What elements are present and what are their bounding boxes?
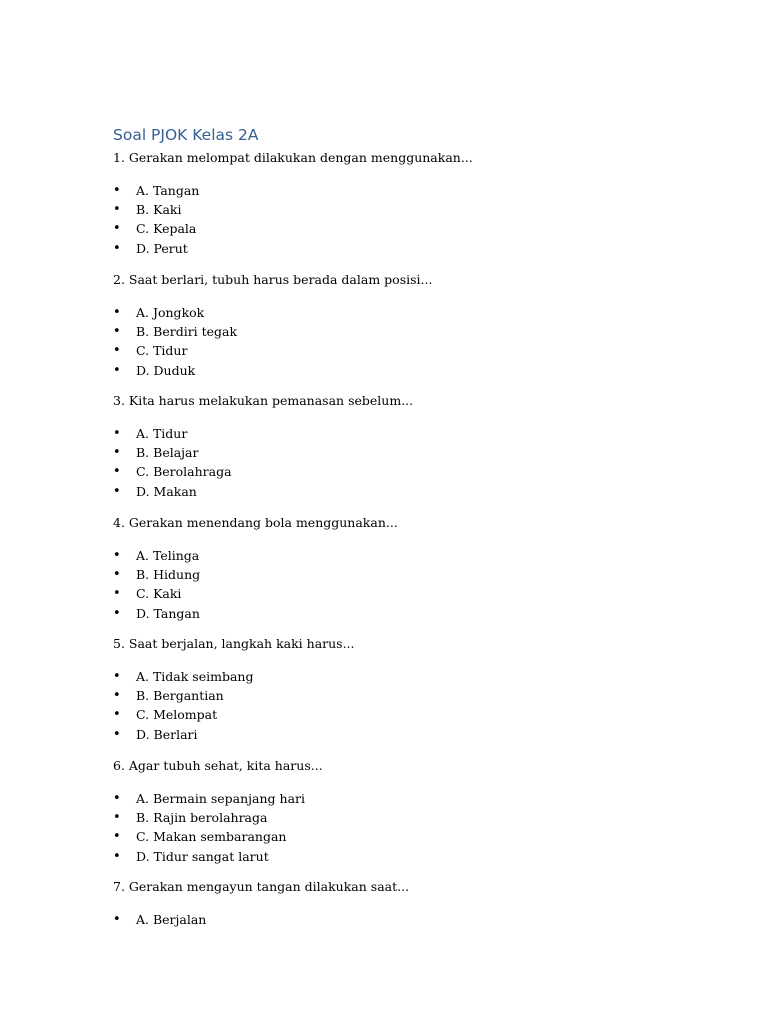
option-item xyxy=(113,546,673,565)
question-text: 5. Saat berjalan, langkah kaki harus... xyxy=(113,636,355,651)
option-label: B. Kaki xyxy=(136,202,182,218)
bullet-icon: • xyxy=(113,548,121,563)
option-item xyxy=(113,584,673,603)
option-label: B. Rajin berolahraga xyxy=(136,810,268,826)
options-list xyxy=(113,424,673,501)
option-item xyxy=(113,667,673,686)
option-item xyxy=(113,322,673,341)
option-label: B. Berdiri tegak xyxy=(136,324,238,340)
bullet-icon: • xyxy=(113,688,121,704)
option-item xyxy=(113,827,673,846)
bullet-icon: • xyxy=(113,791,121,806)
question-text: 7. Gerakan mengayun tangan dilakukan saat... xyxy=(113,879,410,894)
bullet-icon: • xyxy=(113,343,121,359)
option-label: A. Bermain sepanjang hari xyxy=(136,791,306,806)
question-block xyxy=(113,148,673,258)
options-list xyxy=(113,910,673,929)
bullet-icon: • xyxy=(113,426,121,441)
question-text: 4. Gerakan menendang bola menggunakan... xyxy=(113,515,398,530)
bullet-icon: • xyxy=(113,586,121,602)
question-text: 1. Gerakan melompat dilakukan dengan menggunakan... xyxy=(113,150,473,165)
option-item xyxy=(113,200,673,219)
question-block xyxy=(113,270,673,380)
option-item xyxy=(113,808,673,827)
option-item xyxy=(113,341,673,360)
option-label: A. Telinga xyxy=(136,548,200,563)
option-item xyxy=(113,725,673,744)
option-label: D. Tidur sangat larut xyxy=(136,848,269,864)
question-text: 3. Kita harus melakukan pemanasan sebelum... xyxy=(113,393,414,408)
option-label: C. Tidur xyxy=(136,343,188,359)
option-item xyxy=(113,239,673,258)
bullet-icon: • xyxy=(113,669,121,684)
bullet-icon: • xyxy=(113,202,121,218)
option-label: A. Berjalan xyxy=(136,912,207,927)
bullet-icon: • xyxy=(113,605,121,621)
bullet-icon: • xyxy=(113,707,121,723)
option-item xyxy=(113,181,673,200)
option-label: A. Tangan xyxy=(136,183,200,198)
question-block xyxy=(113,634,673,744)
option-label: B. Belajar xyxy=(136,445,199,461)
option-label: C. Kepala xyxy=(136,221,197,237)
option-item xyxy=(113,443,673,462)
option-item xyxy=(113,910,673,929)
options-list xyxy=(113,181,673,258)
bullet-icon: • xyxy=(113,848,121,864)
bullet-icon: • xyxy=(113,726,121,742)
option-item xyxy=(113,705,673,724)
bullet-icon: • xyxy=(113,240,121,256)
bullet-icon: • xyxy=(113,305,121,320)
bullet-icon: • xyxy=(113,912,121,927)
option-item xyxy=(113,847,673,866)
option-item xyxy=(113,361,673,380)
option-label: A. Tidur xyxy=(136,426,188,441)
question-block xyxy=(113,391,673,501)
bullet-icon: • xyxy=(113,483,121,499)
bullet-icon: • xyxy=(113,324,121,340)
option-item xyxy=(113,789,673,808)
bullet-icon: • xyxy=(113,183,121,198)
options-list xyxy=(113,546,673,623)
option-item xyxy=(113,219,673,238)
option-label: A. Tidak seimbang xyxy=(136,669,254,684)
bullet-icon: • xyxy=(113,445,121,461)
option-item xyxy=(113,424,673,443)
option-label: D. Duduk xyxy=(136,362,196,378)
question-block xyxy=(113,877,673,929)
options-list xyxy=(113,303,673,380)
bullet-icon: • xyxy=(113,221,121,237)
options-list xyxy=(113,667,673,744)
document-title: Soal PJOK Kelas 2A xyxy=(113,126,259,144)
question-text: 2. Saat berlari, tubuh harus berada dalam posisi... xyxy=(113,272,433,287)
bullet-icon: • xyxy=(113,829,121,845)
bullet-icon: • xyxy=(113,567,121,583)
option-label: C. Makan sembarangan xyxy=(136,829,287,845)
option-item xyxy=(113,482,673,501)
bullet-icon: • xyxy=(113,810,121,826)
question-block xyxy=(113,756,673,866)
option-label: B. Hidung xyxy=(136,567,201,583)
option-label: D. Tangan xyxy=(136,605,200,621)
option-item xyxy=(113,462,673,481)
bullet-icon: • xyxy=(113,362,121,378)
option-label: C. Kaki xyxy=(136,586,182,602)
options-list xyxy=(113,789,673,866)
option-label: B. Bergantian xyxy=(136,688,224,704)
option-item xyxy=(113,686,673,705)
option-label: C. Melompat xyxy=(136,707,218,723)
option-label: D. Makan xyxy=(136,483,197,499)
option-label: D. Berlari xyxy=(136,726,198,742)
question-text: 6. Agar tubuh sehat, kita harus... xyxy=(113,758,323,773)
option-item xyxy=(113,565,673,584)
option-item xyxy=(113,303,673,322)
option-label: D. Perut xyxy=(136,240,188,256)
question-block xyxy=(113,513,673,623)
option-label: A. Jongkok xyxy=(136,305,205,320)
bullet-icon: • xyxy=(113,464,121,480)
option-label: C. Berolahraga xyxy=(136,464,232,480)
option-item xyxy=(113,604,673,623)
